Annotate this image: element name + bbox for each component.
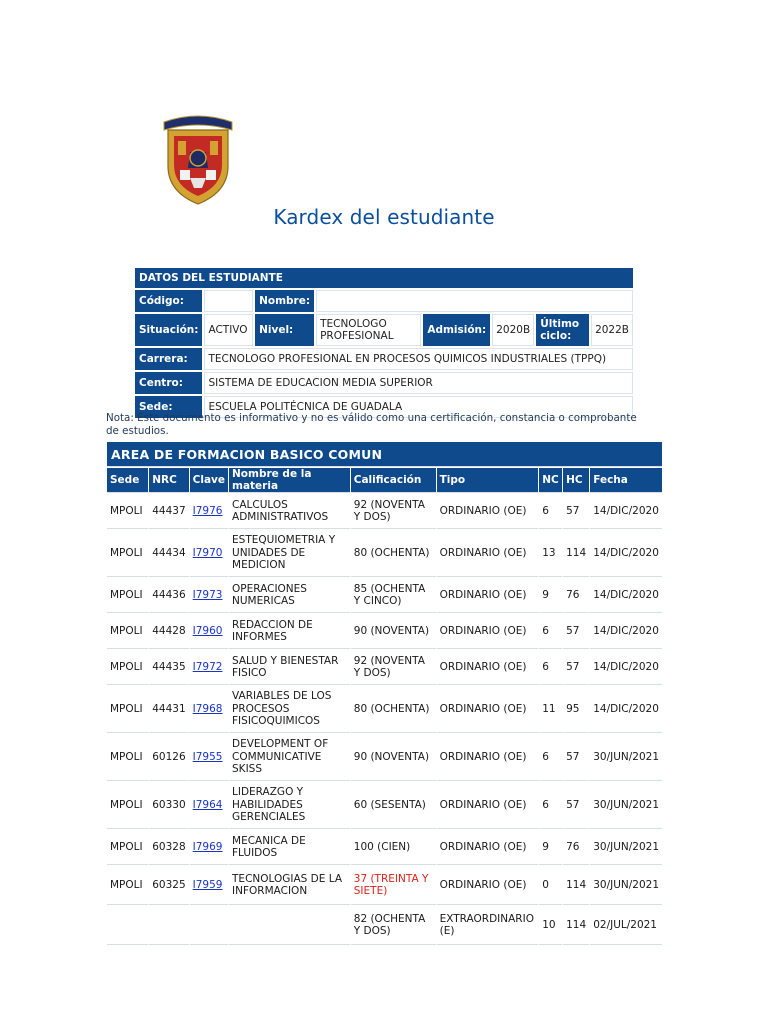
nc-cell: 6	[539, 614, 562, 649]
hc-cell: 57	[563, 614, 589, 649]
hc-cell: 114	[563, 866, 589, 905]
student-data-table	[133, 266, 635, 420]
nc-cell: 10	[539, 906, 562, 945]
calificacion-cell: 37 (TREINTA Y SIETE)	[351, 866, 436, 905]
nc-cell: 13	[539, 530, 562, 577]
centro-value: SISTEMA DE EDUCACION MEDIA SUPERIOR	[204, 372, 633, 394]
hc-cell: 76	[563, 830, 589, 865]
calificacion-cell: 90 (NOVENTA)	[351, 614, 436, 649]
clave-link[interactable]: I7976	[192, 504, 223, 517]
clave-cell	[190, 830, 228, 865]
hc-cell: 57	[563, 494, 589, 529]
fecha-cell: 02/JUL/2021	[590, 906, 662, 945]
fecha-cell: 14/DIC/2020	[590, 686, 662, 733]
materia-cell	[229, 906, 350, 945]
table-row	[107, 614, 662, 649]
sede-cell: MPOLI	[107, 830, 148, 865]
clave-link	[190, 906, 228, 945]
materia-cell: DEVELOPMENT OF COMMUNICATIVE SKISS	[229, 734, 350, 781]
table-row	[107, 782, 662, 829]
nc-cell: 6	[539, 734, 562, 781]
materia-cell: ESTEQUIOMETRIA Y UNIDADES DE MEDICION	[229, 530, 350, 577]
clave-link[interactable]: I7959	[192, 878, 223, 891]
clave-cell	[190, 614, 228, 649]
nrc-cell: 60330	[149, 782, 188, 829]
materia-cell: OPERACIONES NUMERICAS	[229, 578, 350, 613]
fecha-cell: 30/JUN/2021	[590, 734, 662, 781]
materia-cell: REDACCION DE INFORMES	[229, 614, 350, 649]
university-crest-logo	[160, 108, 236, 206]
area-title: AREA DE FORMACION BASICO COMUN	[107, 442, 662, 467]
calificacion-cell: 100 (CIEN)	[351, 830, 436, 865]
nrc-cell: 44435	[149, 650, 188, 685]
sede-cell: MPOLI	[107, 530, 148, 577]
nrc-cell: 60126	[149, 734, 188, 781]
centro-label: Centro:	[135, 372, 202, 394]
tipo-cell: ORDINARIO (OE)	[437, 830, 539, 865]
table-row	[107, 906, 662, 945]
sede-cell: MPOLI	[107, 686, 148, 733]
disclaimer-note: Nota: Este documento es informativo y no es válido como una certificación, constancia o comprobante de estudios.	[106, 412, 637, 437]
nc-cell: 11	[539, 686, 562, 733]
clave-cell	[190, 494, 228, 529]
nrc-cell: 44434	[149, 530, 188, 577]
table-row	[107, 734, 662, 781]
fecha-cell: 14/DIC/2020	[590, 494, 662, 529]
col-fecha: Fecha	[590, 468, 662, 493]
sede-label: Sede:	[135, 396, 202, 418]
situacion-label: Situación:	[135, 314, 202, 346]
fecha-cell: 14/DIC/2020	[590, 530, 662, 577]
nrc-cell: 44436	[149, 578, 188, 613]
materia-cell: VARIABLES DE LOS PROCESOS FISICOQUIMICOS	[229, 686, 350, 733]
courses-table	[106, 441, 663, 946]
col-calificacion: Calificación	[351, 468, 436, 493]
col-tipo: Tipo	[437, 468, 539, 493]
carrera-value: TECNOLOGO PROFESIONAL EN PROCESOS QUIMICOS INDUSTRIALES (TPPQ)	[204, 348, 633, 370]
nc-cell: 9	[539, 578, 562, 613]
hc-cell: 114	[563, 906, 589, 945]
materia-cell: SALUD Y BIENESTAR FISICO	[229, 650, 350, 685]
nrc-cell: 60325	[149, 866, 188, 905]
tipo-cell: ORDINARIO (OE)	[437, 650, 539, 685]
col-nc: NC	[539, 468, 562, 493]
nrc-cell	[149, 906, 188, 945]
nombre-value	[316, 290, 633, 312]
nrc-cell: 44437	[149, 494, 188, 529]
sede-cell: MPOLI	[107, 614, 148, 649]
tipo-cell: ORDINARIO (OE)	[437, 734, 539, 781]
tipo-cell: ORDINARIO (OE)	[437, 614, 539, 649]
page-title: Kardex del estudiante	[273, 205, 495, 229]
col-hc: HC	[563, 468, 589, 493]
col-sede: Sede	[107, 468, 148, 493]
hc-cell: 95	[563, 686, 589, 733]
carrera-label: Carrera:	[135, 348, 202, 370]
tipo-cell: ORDINARIO (OE)	[437, 530, 539, 577]
clave-cell	[190, 578, 228, 613]
nc-cell: 6	[539, 650, 562, 685]
sede-cell: MPOLI	[107, 578, 148, 613]
sede-cell: MPOLI	[107, 734, 148, 781]
codigo-value	[204, 290, 253, 312]
codigo-label: Código:	[135, 290, 202, 312]
hc-cell: 76	[563, 578, 589, 613]
materia-cell: MECANICA DE FLUIDOS	[229, 830, 350, 865]
student-data-header: DATOS DEL ESTUDIANTE	[135, 268, 633, 288]
calificacion-cell: 82 (OCHENTA Y DOS)	[351, 906, 436, 945]
calificacion-cell: 80 (OCHENTA)	[351, 686, 436, 733]
admision-label: Admisión:	[423, 314, 490, 346]
hc-cell: 114	[563, 530, 589, 577]
nc-cell: 6	[539, 782, 562, 829]
nivel-value: TECNOLOGO PROFESIONAL	[316, 314, 421, 346]
hc-cell: 57	[563, 734, 589, 781]
situacion-value: ACTIVO	[204, 314, 253, 346]
tipo-cell: ORDINARIO (OE)	[437, 494, 539, 529]
tipo-cell: ORDINARIO (OE)	[437, 578, 539, 613]
clave-cell	[190, 866, 228, 905]
table-row	[107, 530, 662, 577]
nrc-cell: 44428	[149, 614, 188, 649]
nrc-cell: 60328	[149, 830, 188, 865]
clave-cell	[190, 734, 228, 781]
clave-cell	[190, 530, 228, 577]
sede-cell: MPOLI	[107, 866, 148, 905]
fecha-cell: 30/JUN/2021	[590, 866, 662, 905]
nc-cell: 0	[539, 866, 562, 905]
table-row	[107, 830, 662, 865]
admision-value: 2020B	[492, 314, 534, 346]
col-clave: Clave	[190, 468, 228, 493]
materia-cell: LIDERAZGO Y HABILIDADES GERENCIALES	[229, 782, 350, 829]
sede-cell: MPOLI	[107, 650, 148, 685]
clave-link[interactable]: I7969	[192, 840, 223, 853]
fecha-cell: 14/DIC/2020	[590, 650, 662, 685]
clave-link[interactable]: I7964	[192, 798, 223, 811]
sede-cell: MPOLI	[107, 782, 148, 829]
tipo-cell: ORDINARIO (OE)	[437, 866, 539, 905]
sede-value: ESCUELA POLITÉCNICA DE GUADALA	[204, 396, 633, 418]
tipo-cell: EXTRAORDINARIO (E)	[437, 906, 539, 945]
table-row	[107, 494, 662, 529]
clave-link[interactable]: I7970	[192, 546, 223, 559]
clave-link[interactable]: I7960	[192, 624, 223, 637]
ultimo-ciclo-label: Último ciclo:	[536, 314, 589, 346]
clave-cell	[190, 686, 228, 733]
table-row	[107, 686, 662, 733]
clave-link[interactable]: I7955	[192, 750, 223, 763]
nivel-label: Nivel:	[255, 314, 314, 346]
clave-link[interactable]: I7968	[192, 702, 223, 715]
table-row	[107, 578, 662, 613]
calificacion-cell: 80 (OCHENTA)	[351, 530, 436, 577]
table-row	[107, 866, 662, 905]
calificacion-cell: 92 (NOVENTA Y DOS)	[351, 650, 436, 685]
hc-cell: 57	[563, 782, 589, 829]
table-row	[107, 650, 662, 685]
clave-cell	[190, 782, 228, 829]
nc-cell: 9	[539, 830, 562, 865]
fecha-cell: 14/DIC/2020	[590, 614, 662, 649]
col-materia: Nombre de la materia	[229, 468, 350, 493]
fecha-cell: 30/JUN/2021	[590, 830, 662, 865]
calificacion-cell: 60 (SESENTA)	[351, 782, 436, 829]
clave-link[interactable]: I7972	[192, 660, 223, 673]
nombre-label: Nombre:	[255, 290, 314, 312]
sede-cell: MPOLI	[107, 494, 148, 529]
hc-cell: 57	[563, 650, 589, 685]
clave-link[interactable]: I7973	[192, 588, 223, 601]
nc-cell: 6	[539, 494, 562, 529]
tipo-cell: ORDINARIO (OE)	[437, 782, 539, 829]
materia-cell: TECNOLOGIAS DE LA INFORMACION	[229, 866, 350, 905]
sede-cell	[107, 906, 148, 945]
calificacion-cell: 92 (NOVENTA Y DOS)	[351, 494, 436, 529]
clave-cell	[190, 650, 228, 685]
fecha-cell: 30/JUN/2021	[590, 782, 662, 829]
tipo-cell: ORDINARIO (OE)	[437, 686, 539, 733]
calificacion-cell: 85 (OCHENTA Y CINCO)	[351, 578, 436, 613]
col-nrc: NRC	[149, 468, 188, 493]
materia-cell: CALCULOS ADMINISTRATIVOS	[229, 494, 350, 529]
nrc-cell: 44431	[149, 686, 188, 733]
ultimo-ciclo-value: 2022B	[591, 314, 633, 346]
calificacion-cell: 90 (NOVENTA)	[351, 734, 436, 781]
fecha-cell: 14/DIC/2020	[590, 578, 662, 613]
